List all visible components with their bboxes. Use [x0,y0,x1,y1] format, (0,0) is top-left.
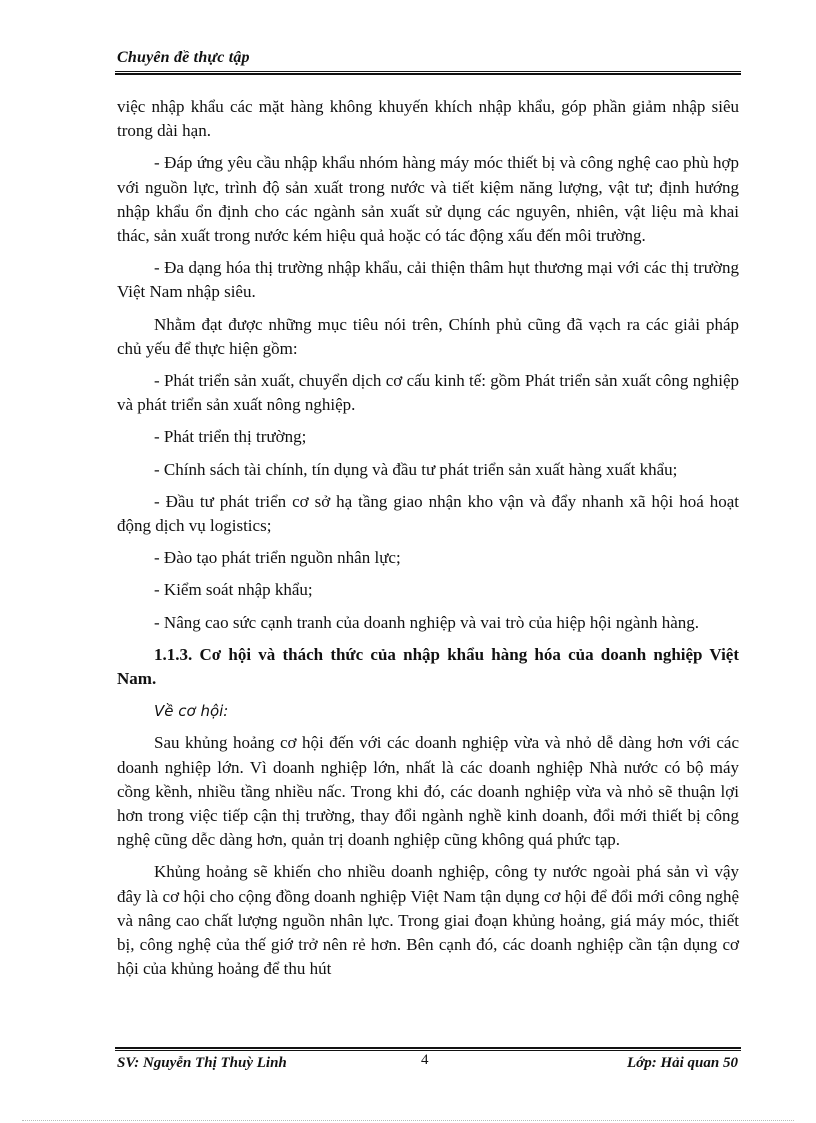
header-rule [115,71,741,72]
subheading: Về cơ hội: [154,702,229,721]
footer-rule [115,1050,741,1051]
paragraph: - Nâng cao sức cạnh tranh của doanh nghiệp và vai trò của hiệp hội ngành hàng. [154,612,699,632]
paragraph: - Chính sách tài chính, tín dụng và đầu tư phát triển sản xuất hàng xuất khẩu; [154,459,678,479]
paragraph: - Phát triển sản xuất, chuyển dịch cơ cấu kinh tế: gồm Phát triển sản xuất công nghiệp và phát triển sản xuất nông nghiệp. [117,371,739,415]
paragraph: Khủng hoảng sẽ khiến cho nhiều doanh nghiệp, công ty nước ngoài phá sản vì vậy đây là cơ hội cho cộng đồng doanh nghiệp Việt Nam tận dụng cơ hội để đổi mới công nghệ và nâng cao chất lượng nguồn nhân lực. Trong giai đoạn khủng hoảng, giá máy móc, thiết bị, công nghệ của thế giớ trở nên rẻ hơn. Bên cạnh đó, các doanh nghiệp cần tận dụng cơ hội của khủng hoảng để thu hút [117,862,739,979]
footer-student-name: SV: Nguyễn Thị Thuỳ Linh [117,1055,287,1071]
paragraph: - Phát triển thị trường; [154,427,307,447]
section-heading: 1.1.3. Cơ hội và thách thức của nhập khẩu hàng hóa của doanh nghiệp Việt Nam. [117,644,739,689]
paragraph: - Đa dạng hóa thị trường nhập khẩu, cải thiện thâm hụt thương mại với các thị trường Việt Nam nhập siêu. [117,258,739,302]
page-number: 4 [421,1052,429,1068]
footer-class: Lớp: Hải quan 50 [627,1055,738,1071]
paragraph: - Kiểm soát nhập khẩu; [154,580,313,600]
paragraph: - Đáp ứng yêu cầu nhập khẩu nhóm hàng máy móc thiết bị và công nghệ cao phù hợp với nguồn lực, trình độ sản xuất trong nước và tiết kiệm năng lượng, vật tư; định hướng nhập khẩu ổn định cho các ngành sản xuất sử dụng các nguyên, nhiên, vật liệu mà khai thác, sản xuất trong nước kém hiệu quả hoặc có tác động xấu đến môi trường. [117,153,739,246]
footer-rule-thick [115,1047,741,1049]
document-body [117,95,739,990]
paragraph: Nhằm đạt được những mục tiêu nói trên, Chính phủ cũng đã vạch ra các giải pháp chủ yếu để thực hiện gồm: [117,314,739,358]
paragraph: - Đầu tư phát triển cơ sở hạ tầng giao nhận kho vận và đẩy nhanh xã hội hoá hoạt động dịch vụ logistics; [117,491,739,536]
paragraph: Sau khủng hoảng cơ hội đến với các doanh nghiệp vừa và nhỏ dễ dàng hơn với các doanh nghiệp lớn. Vì doanh nghiệp lớn, nhất là các doanh nghiệp Nhà nước có bộ máy cồng kềnh, nhiều tầng nhiều nấc. Trong khi đó, các doanh nghiệp vừa và nhỏ sẽ thuận lợi hơn trong việc tiếp cận thị trường, thay đổi ngành nghề kinh doanh, đổi mới thiết bị công nghệ cũng dễc dàng hơn, quản trị doanh nghiệp cũng không quá phức tạp. [117,733,739,850]
page-boundary [22,1120,794,1121]
paragraph: việc nhập khẩu các mặt hàng không khuyến khích nhập khẩu, góp phần giảm nhập siêu trong dài hạn. [117,97,739,141]
header-title: Chuyên đề thực tập [117,49,250,66]
header-rule-thick [115,73,741,75]
paragraph: - Đào tạo phát triển nguồn nhân lực; [154,548,401,568]
